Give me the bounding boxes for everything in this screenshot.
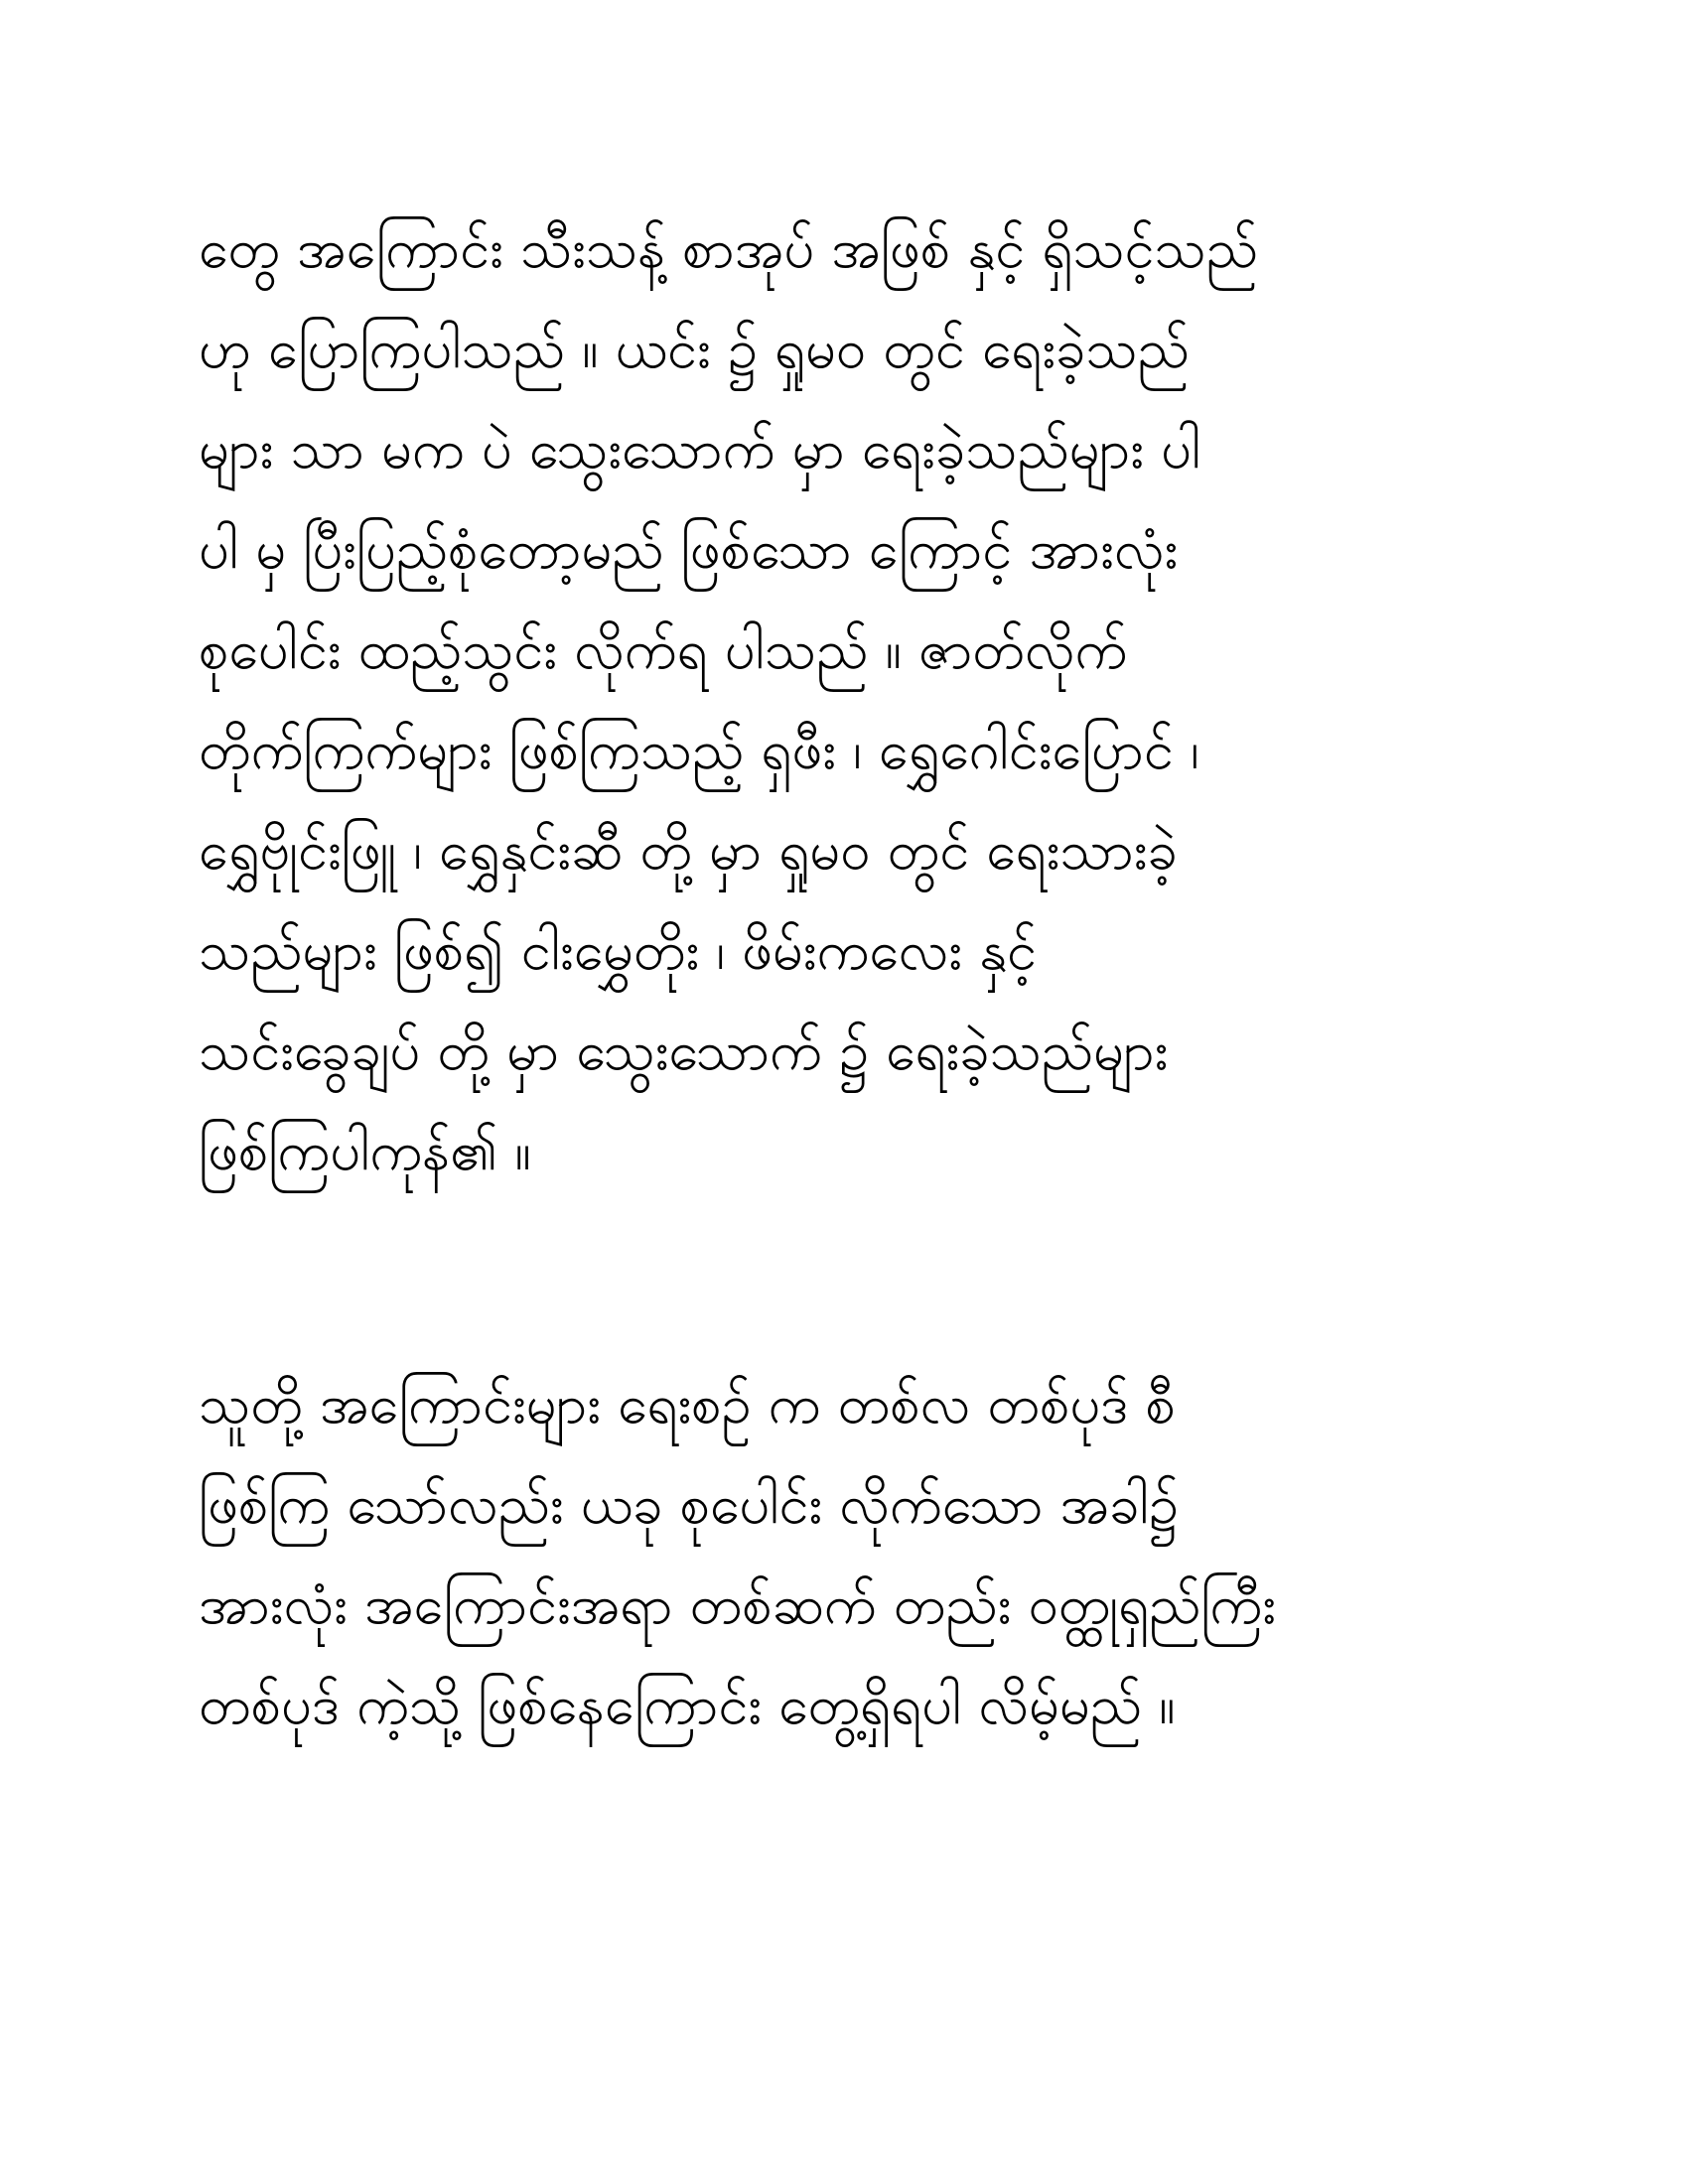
text-line: တွေ အကြောင်း သီးသန့် စာအုပ် အဖြစ် နှင့် ရှိသင့်သည် [199, 217, 1258, 280]
text-line: တိုက်ကြက်များ ဖြစ်ကြသည့် ရှဖီး ၊ ရွှေဂေါင်းပြောင် ၊ [199, 719, 1199, 781]
text-line: ဖြစ်ကြပါကုန်၏ ။ [199, 1120, 531, 1182]
text-line: သည်များ ဖြစ်၍ ငါးမွှေတိုး ၊ ဖိမ်းကလေး နှင့် [199, 919, 1037, 982]
paragraph-1 [199, 199, 1509, 1201]
text-line: ဖြစ်ကြ သော်လည်း ယခု စုပေါင်း လိုက်သော အခါ၌ [199, 1473, 1179, 1536]
paragraph-2 [199, 1354, 1509, 1755]
text-line: အားလုံး အကြောင်းအရာ တစ်ဆက် တည်း ဝတ္ထုရှည်ကြီး [199, 1573, 1276, 1636]
text-line: သင်းခွေချပ် တို့ မှာ သွေးသောက် ၌ ရေးခဲ့သည်များ [199, 1020, 1169, 1082]
text-line: စုပေါင်း ထည့်သွင်း လိုက်ရ ပါသည် ။ ဇာတ်လိုက် [199, 618, 1128, 681]
text-line: ဟု ပြောကြပါသည် ။ ယင်း ၌ ရှုမဝ တွင် ရေးခဲ့သည် [199, 318, 1190, 380]
text-line: သူတို့ အကြောင်းများ ရေးစဉ် က တစ်လ တစ်ပုဒ် စီ [199, 1373, 1176, 1435]
text-line: ရွှေဗိုုင်းဖြူ ၊ ရွှေနှင်းဆီ တို့ မှာ ရှုမဝ တွင် ရေးသားခဲ့ [199, 819, 1178, 882]
text-line: ပါ မှ ပြီးပြည့်စုံတော့မည် ဖြစ်သော ကြောင့် အားလုံး [199, 518, 1179, 581]
text-line: များ သာ မက ပဲ သွေးသောက် မှာ ရေးခဲ့သည်များ ပါ [199, 418, 1201, 480]
text-line: တစ်ပုဒ် ကဲ့သို့ ဖြစ်နေကြောင်း တွေ့ရှိရပါ လိမ့်မည် ။ [199, 1674, 1176, 1736]
